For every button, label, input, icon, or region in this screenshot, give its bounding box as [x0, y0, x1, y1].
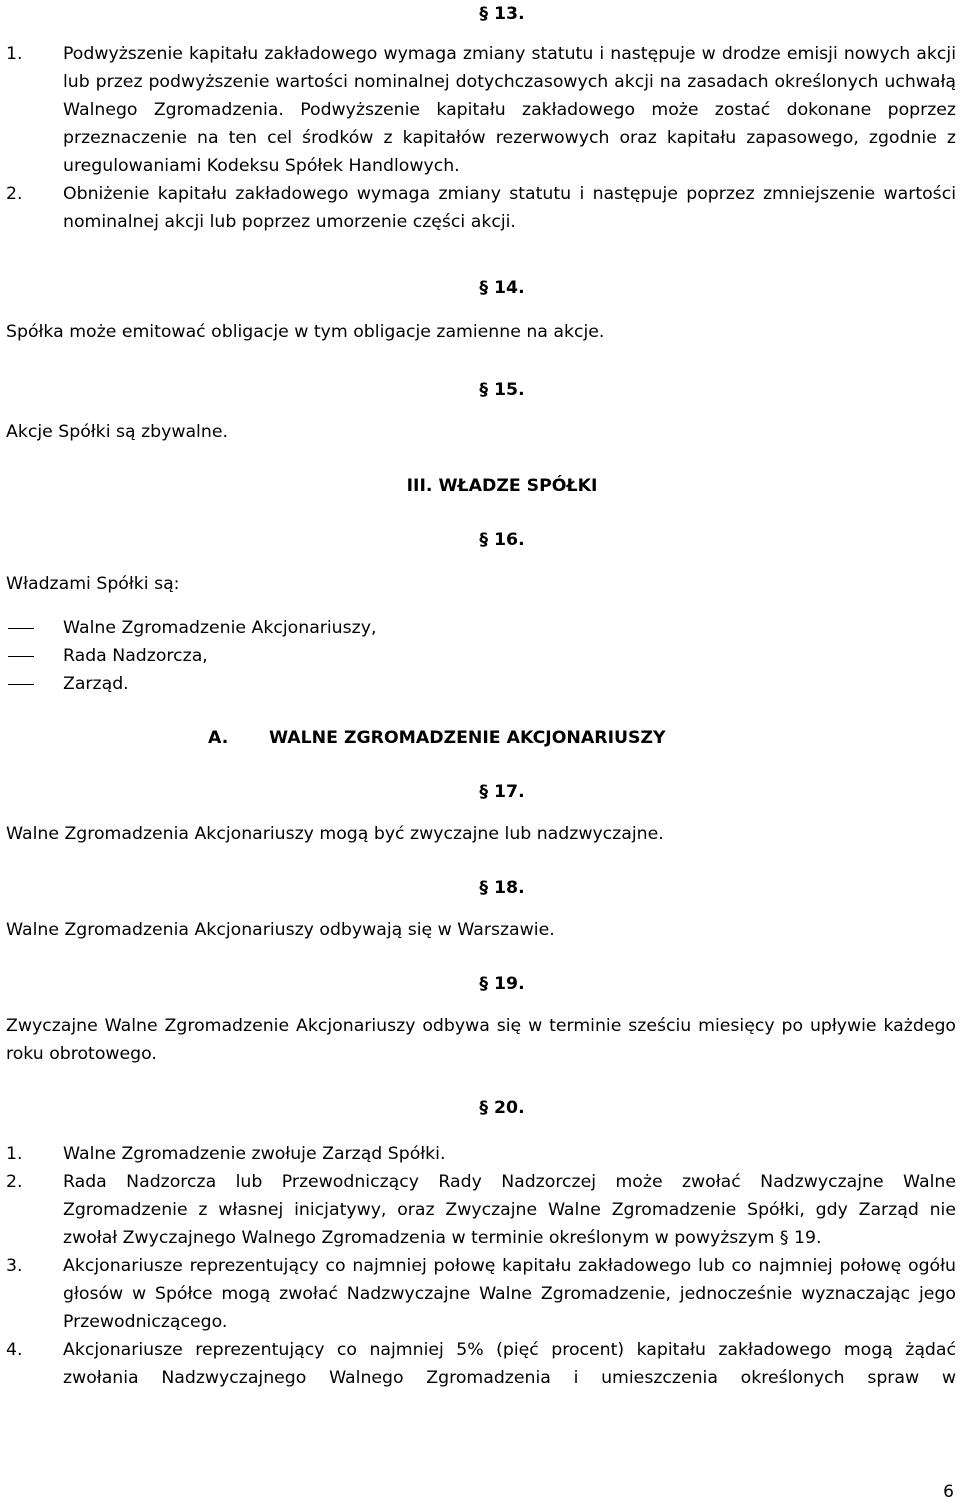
section-15-text: Akcje Spółki są zbywalne.: [6, 422, 228, 442]
section-a-heading: [6, 724, 956, 752]
section-19-text: Zwyczajne Walne Zgromadzenie Akcjonariuszy odbywa się w terminie sześciu miesięcy po upływie każdego roku obrotowego.: [6, 1016, 956, 1064]
section-14-title: § 14.: [479, 278, 525, 298]
item-text: Rada Nadzorcza lub Przewodniczący Rady Nadzorczej może zwołać Nadzwyczajne Walne Zgromadzenie z własnej inicjatywy, oraz Zwyczajne Walne Zgromadzenie Spółki, gdy Zarząd nie zwołał Zwyczajnego Walnego Zgromadzenia w terminie określonym w powyższym § 19.: [63, 1172, 956, 1248]
item-text: Akcjonariusze reprezentujący co najmniej 5% (pięć procent) kapitału zakładowego mogą żądać zwołania Nadzwyczajnego Walnego Zgromadzenia i umieszczenia określonych spraw w: [63, 1340, 956, 1388]
list-item: [6, 642, 956, 670]
item-number: 2.: [6, 184, 23, 204]
section-19-title: § 19.: [479, 974, 525, 994]
list-item: [6, 614, 956, 642]
section-20-title: § 20.: [479, 1098, 525, 1118]
section-14-text: Spółka może emitować obligacje w tym obligacje zamienne na akcje.: [6, 322, 605, 342]
section-13-title: § 13.: [479, 4, 525, 24]
section-16-title: § 16.: [479, 530, 525, 550]
item-text: Walne Zgromadzenie zwołuje Zarząd Spółki.: [63, 1144, 446, 1164]
item-text: Obniżenie kapitału zakładowego wymaga zmiany statutu i następuje poprzez zmniejszenie wartości nominalnej akcji lub poprzez umorzenie części akcji.: [63, 184, 956, 232]
item-text: Rada Nadzorcza,: [63, 646, 208, 666]
authorities-list: [6, 614, 956, 698]
item-text: Podwyższenie kapitału zakładowego wymaga zmiany statutu i następuje w drodze emisji nowych akcji lub przez podwyższenie wartości nominalnej dotychczasowych akcji na zasadach określonych uchwałą Walnego Zgromadzenia. Podwyższenie kapitału zakładowego może zostać dokonane poprzez przeznaczenie na ten cel środków z kapitałów rezerwowych oraz kapitału zapasowego, zgodnie z uregulowaniami Kodeksu Spółek Handlowych.: [63, 44, 956, 176]
section-17-text: Walne Zgromadzenia Akcjonariuszy mogą być zwyczajne lub nadzwyczajne.: [6, 824, 664, 844]
list-item: [6, 1336, 956, 1392]
item-number: 3.: [6, 1256, 23, 1276]
document-page: [6, 0, 956, 1392]
item-text: Walne Zgromadzenie Akcjonariuszy,: [63, 618, 377, 638]
chapter-heading: III. WŁADZE SPÓŁKI: [406, 476, 598, 496]
list-item: [6, 40, 956, 180]
section-a-title: WALNE ZGROMADZENIE AKCJONARIUSZY: [269, 728, 666, 748]
list-item: [6, 1168, 956, 1252]
item-number: 1.: [6, 1144, 23, 1164]
list-item: [6, 670, 956, 698]
section-15-title: § 15.: [479, 380, 525, 400]
dash-bullet-icon: [6, 642, 63, 670]
list-item: [6, 1140, 956, 1168]
dash-bullet-icon: [6, 670, 63, 698]
section-17-title: § 17.: [479, 782, 525, 802]
item-text: Zarząd.: [63, 674, 129, 694]
list-item: [6, 1252, 956, 1336]
item-number: 1.: [6, 44, 23, 64]
item-text: Akcjonariusze reprezentujący co najmniej połowę kapitału zakładowego lub co najmniej połowę ogółu głosów w Spółce mogą zwołać Nadzwyczajne Walne Zgromadzenie, jednocześnie wyznaczając jego Przewodniczącego.: [63, 1256, 956, 1332]
section-18-title: § 18.: [479, 878, 525, 898]
list-item: [6, 180, 956, 236]
section-16-text: Władzami Spółki są:: [6, 574, 180, 594]
item-number: 2.: [6, 1172, 23, 1192]
section-18-text: Walne Zgromadzenia Akcjonariuszy odbywają się w Warszawie.: [6, 920, 555, 940]
section-a-letter: A.: [208, 728, 229, 748]
item-number: 4.: [6, 1340, 23, 1360]
page-number: 6: [943, 1482, 954, 1502]
dash-bullet-icon: [6, 614, 63, 642]
